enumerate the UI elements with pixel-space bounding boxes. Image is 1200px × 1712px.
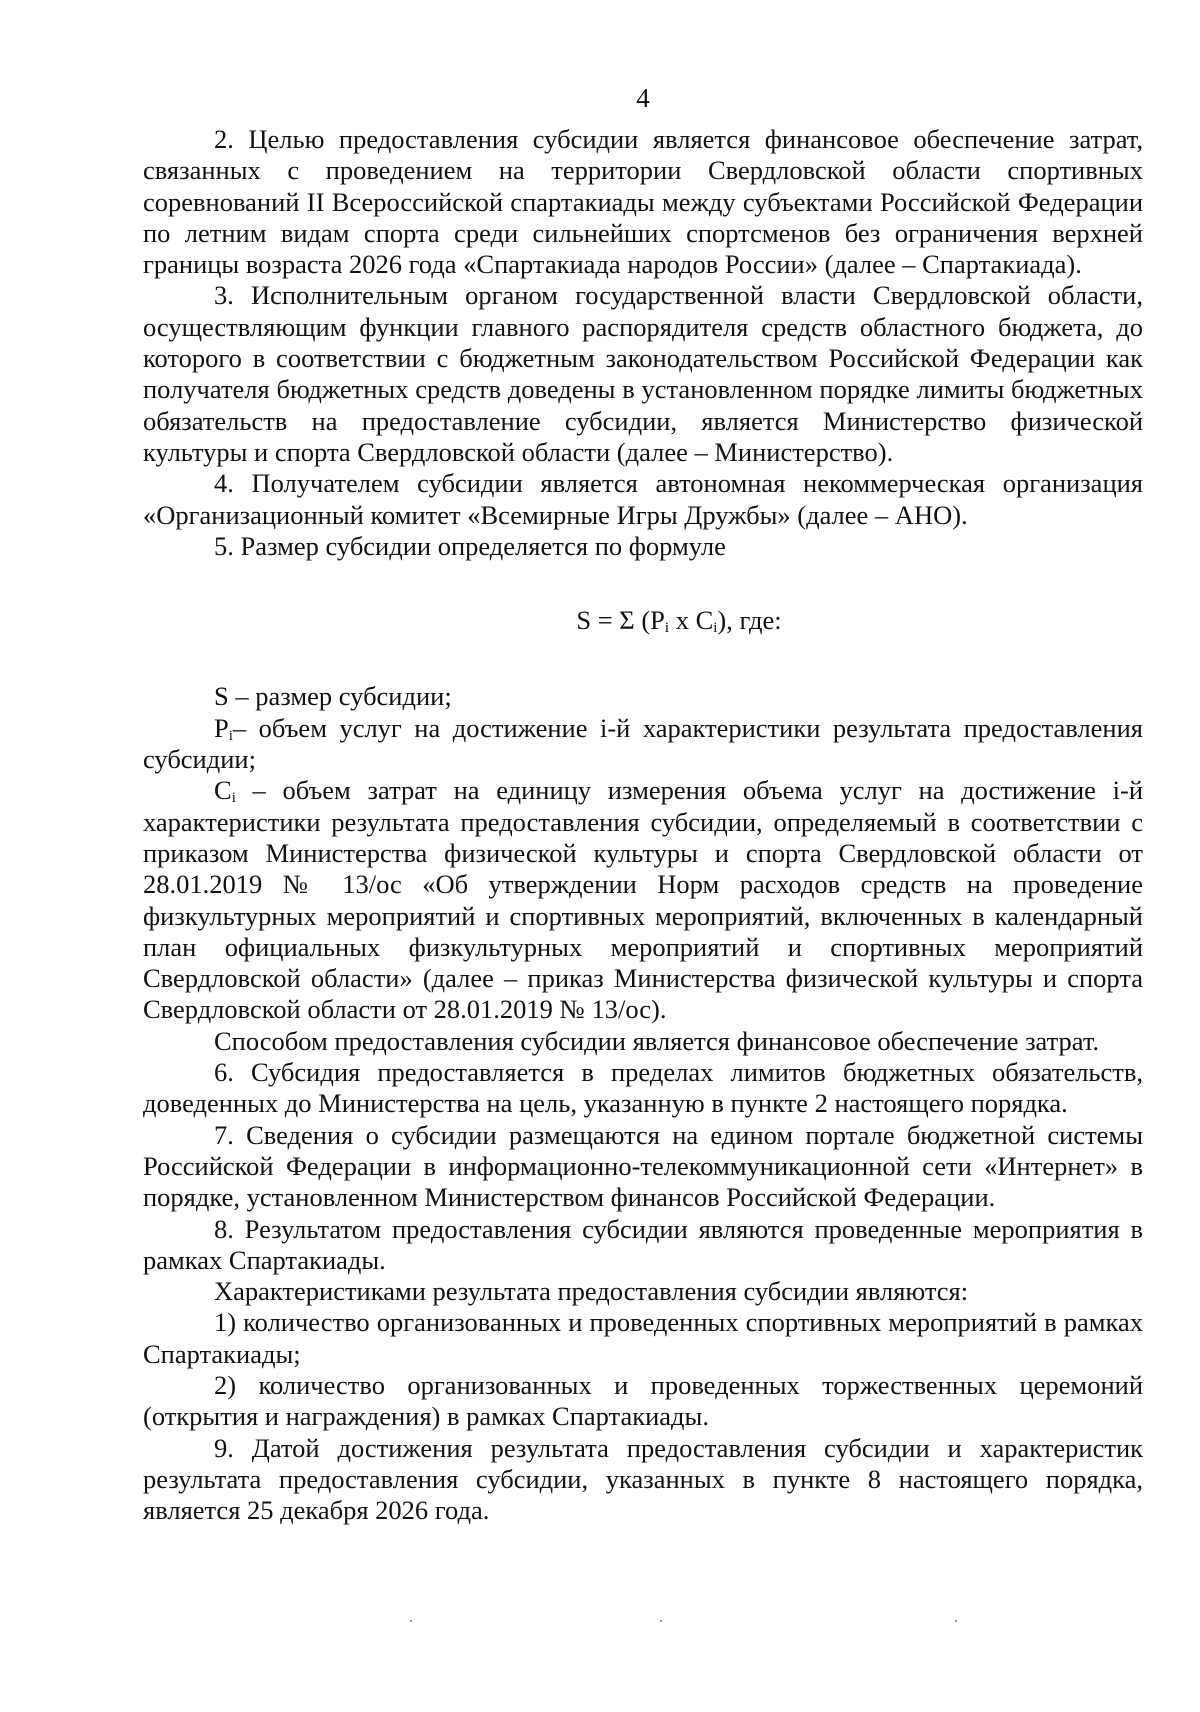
paragraph-3: 3. Исполнительным органом государственной власти Свердловской области, осуществляющим функции главного распорядителя средств областного бюджета, до которого в соответствии с бюджетным законодательством Российской Федерации как получателя бюджетных средств доведены в установленном порядке лимиты бюджетных обязательств на предоставление субсидии, является Министерство физической культуры и спорта Свердловской области (далее – Министерство). <box>143 280 1143 467</box>
list-item-1: 1) количество организованных и проведенных спортивных мероприятий в рамках Спартакиады; <box>143 1307 1143 1369</box>
definition-p <box>143 713 1143 776</box>
formula-mid: x C <box>669 605 714 636</box>
definition-s: S – размер субсидии; <box>214 681 452 712</box>
paragraph-8: 8. Результатом предоставления субсидии являются проведенные мероприятия в рамках Спартакиады. <box>143 1213 1143 1275</box>
subsidy-formula <box>143 605 1143 636</box>
paragraph-7: 7. Сведения о субсидии размещаются на едином портале бюджетной системы Российской Федерации в информационно-телекоммуникационной сети «Интернет» в порядке, установленном Министерством финансов Российской Федерации. <box>143 1119 1143 1213</box>
paragraph-characteristics: Характеристиками результата предоставления субсидии являются: <box>214 1276 969 1307</box>
formula-sub-2: i <box>713 620 718 637</box>
definition-p-symbol: P <box>214 712 229 743</box>
list-item-2: 2) количество организованных и проведенных торжественных церемоний (открытия и награждения) в рамках Спартакиады. <box>143 1369 1143 1432</box>
paragraph-method: Способом предоставления субсидии является финансовое обеспечение затрат. <box>214 1025 1100 1056</box>
definition-c <box>143 775 1143 1025</box>
definition-c-sub: i <box>231 790 236 807</box>
scan-speck <box>660 1620 662 1622</box>
definition-c-symbol: C <box>214 775 232 806</box>
paragraph-6: 6. Субсидия предоставляется в пределах лимитов бюджетных обязательств, доведенных до Министерства на цель, указанную в пункте 2 настоящего порядка. <box>143 1057 1143 1119</box>
page-number: 4 <box>636 83 650 113</box>
scan-speck <box>955 1620 957 1622</box>
formula-lhs: S = Σ (P <box>576 605 665 636</box>
definition-p-sub: i <box>228 727 233 744</box>
definition-c-text: – объем затрат на единицу измерения объема услуг на достижение i-й характеристики результата предоставления субсидии, определяемый в соответствии с приказом Министерства физической культуры и спорта Свердловской области от 28.01.2019 № 13/ос «Об утверждении Норм расходов средств на проведение физкультурных мероприятий и спортивных мероприятий, включенных в календарный план официальных физкультурных мероприятий и спортивных мероприятий Свердловской области» (далее – приказ Министерства физической культуры и спорта Свердловской области от 28.01.2019 № 13/ос). <box>143 775 1143 1025</box>
scan-specks <box>0 1620 1200 1624</box>
paragraph-4: 4. Получателем субсидии является автономная некоммерческая организация «Организационный комитет «Всемирные Игры Дружбы» (далее – АНО). <box>143 468 1143 530</box>
formula-rhs: ), где: <box>717 605 782 636</box>
paragraph-5: 5. Размер субсидии определяется по формуле <box>214 530 726 561</box>
paragraph-2: 2. Целью предоставления субсидии является финансовое обеспечение затрат, связанных с проведением на территории Свердловской области спортивных соревнований II Всероссийской спартакиады между субъектами Российской Федерации по летним видам спорта среди сильнейших спортсменов без ограничения верхней границы возраста 2026 года «Спартакиада народов России» (далее – Спартакиада). <box>143 124 1143 280</box>
definition-p-text: – объем услуг на достижение i-й характеристики результата предоставления субсидии; <box>143 712 1143 775</box>
document-body <box>143 124 1143 1526</box>
paragraph-9: 9. Датой достижения результата предоставления субсидии и характеристик результата предоставления субсидии, указанных в пункте 8 настоящего порядка, является 25 декабря 2026 года. <box>143 1432 1143 1526</box>
scan-speck <box>410 1620 412 1622</box>
formula-sub-1: i <box>664 620 670 637</box>
